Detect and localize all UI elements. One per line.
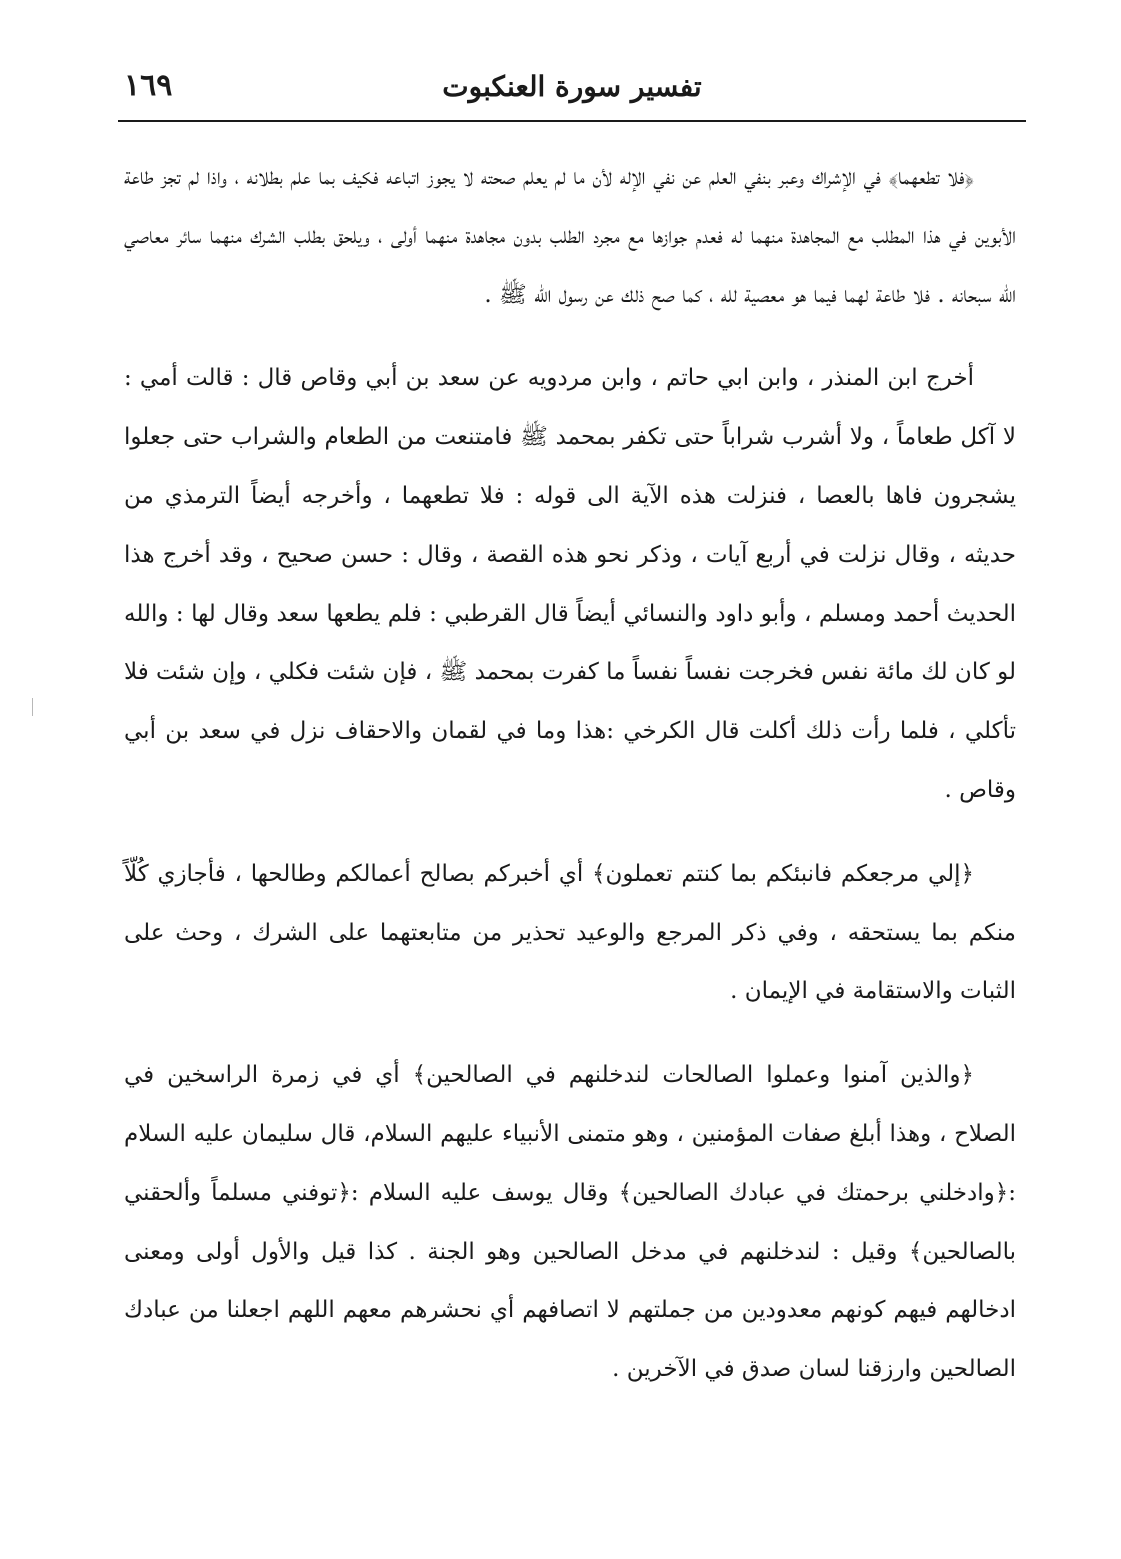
body-text [124,148,1016,1399]
page-number: ١٦٩ [124,68,173,103]
running-title: تفسير سورة العنكبوت [442,70,702,103]
header-rule [118,120,1026,122]
paragraph-3: ﴿إلي مرجعكم فانبئكم بما كنتم تعملون﴾ أي أخبركم بصالح أعمالكم وطالحها ، فأجازي كُلّاً منكم بما يستحقه ، وفي ذكر المرجع والوعيد تحذير من متابعتهما على الشرك ، وحث على الثبات والاستقامة في الإيمان . [124,860,1016,1005]
page-header [118,66,1026,122]
paragraph-1: ﴿فلا تطعهما﴾ في الإشراك وعبر بنفي العلم عن نفي الإله لأن ما لم يعلم صحته لا يجوز اتباعه فكيف بما علم بطلانه ، واذا لم تجز طاعة الأبوين في هذا المطلب مع المجاهدة منهما له فعدم جوازها مع مجرد الطلب بدون مجاهدة منهما أولى ، ويلحق بطلب الشرك منهما سائر معاصي الله سبحانه . فلا طاعة لهما فيما هو معصية لله ، كما صح ذلك عن رسول الله ﷺ . [124,164,1016,308]
paragraph-4: ﴿والذين آمنوا وعملوا الصالحات لندخلنهم في الصالحين﴾ أي في زمرة الراسخين في الصلاح ، وهذا أبلغ صفات المؤمنين ، وهو متمنى الأنبياء عليهم السلام، قال سليمان عليه السلام :﴿وادخلني برحمتك في عبادك الصالحين﴾ وقال يوسف عليه السلام :﴿توفني مسلماً وألحقني بالصالحين﴾ وقيل : لندخلنهم في مدخل الصالحين وهو الجنة . كذا قيل والأول أولى ومعنى ادخالهم فيهم كونهم معدودين من جملتهم لا اتصافهم أي نحشرهم معهم اللهم اجعلنا من عبادك الصالحين وارزقنا لسان صدق في الآخرين . [124,1062,1016,1383]
paragraph-2: أخرج ابن المنذر ، وابن ابي حاتم ، وابن مردويه عن سعد بن أبي وقاص قال : قالت أمي : لا آكل طعاماً ، ولا أشرب شراباً حتى تكفر بمحمد ﷺ فامتنعت من الطعام والشراب حتى جعلوا يشجرون فاها بالعصا ، فنزلت هذه الآية الى قوله : فلا تطعهما ، وأخرجه أيضاً الترمذي من حديثه ، وقال نزلت في أربع آيات ، وذكر نحو هذه القصة ، وقال : حسن صحيح ، وقد أخرج هذا الحديث أحمد ومسلم ، وأبو داود والنسائي أيضاً قال القرطبي : فلم يطعها سعد وقال لها : والله لو كان لك مائة نفس فخرجت نفساً نفساً ما كفرت بمحمد ﷺ ، فإن شئت فكلي ، وإن شئت فلا تأكلي ، فلما رأت ذلك أكلت قال الكرخي :هذا وما في لقمان والاحقاف نزل في سعد بن أبي وقاص . [124,365,1016,803]
scan-artifact-mark [32,698,33,716]
